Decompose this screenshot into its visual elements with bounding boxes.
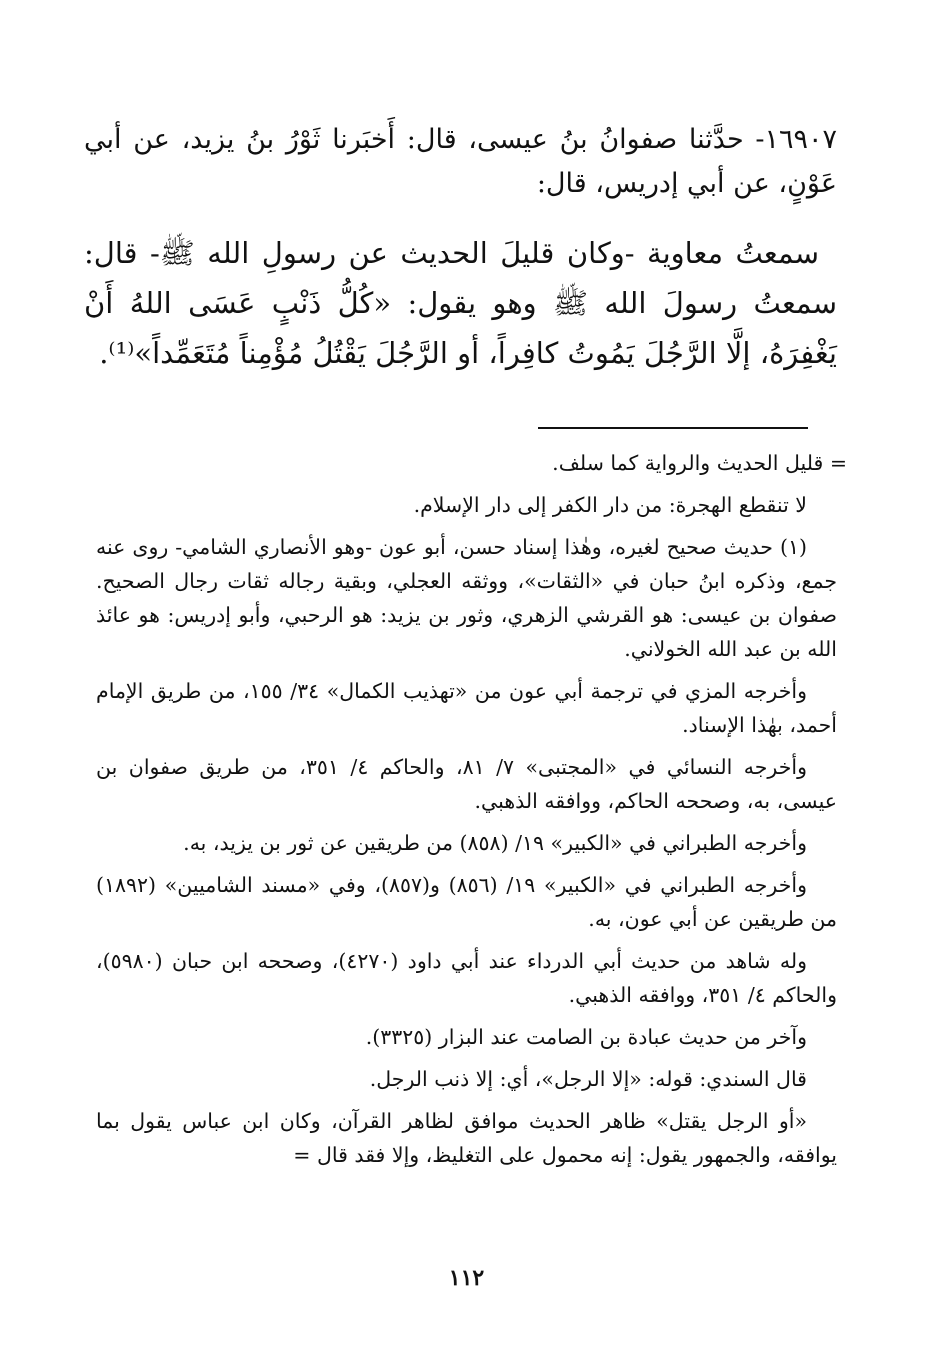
footnote-paragraph: «أو الرجل يقتل» ظاهر الحديث موافق لظاهر القرآن، وكان ابن عباس يقول بما يوافقه، والجمهور يقول: إنه محمول على التغليظ، وإلا فقد قال =	[96, 1109, 837, 1167]
footnote-paragraph: لا تنقطع الهجرة: من دار الكفر إلى دار الإسلام.	[413, 493, 807, 517]
footnote-paragraph: وله شاهد من حديث أبي الدرداء عند أبي داود (٤٢٧٠)، وصححه ابن حبان (٥٩٨٠)، والحاكم ٤/ ٣٥١، ووافقه الذهبي.	[96, 949, 837, 1007]
footnote-paragraph: وآخر من حديث عبادة بن الصامت عند البزار (٣٣٢٥).	[365, 1025, 807, 1049]
footnote-divider	[538, 427, 808, 429]
footnote-paragraph: وأخرجه الطبراني في «الكبير» ١٩/ (٨٥٨) من طريقين عن ثور بن يزيد، به.	[183, 831, 807, 855]
footnote-continuation: = قليل الحديث والرواية كما سلف.	[552, 451, 847, 475]
hadith-matn: سمعتُ معاوية -وكان قليلَ الحديث عن رسولِ الله ﷺ- قال: سمعتُ رسولَ الله ﷺ وهو يقول: «كُلُّ ذَنْبٍ عَسَى اللهُ أَنْ يَغْفِرَهُ، إلَّا الرَّجُلَ يَمُوتُ كافِراً، أو الرَّجُلَ يَقْتُلُ مُؤْمِناً مُتَعَمِّداً»⁽¹⁾.	[84, 236, 837, 370]
footnote-paragraph: وأخرجه المزي في ترجمة أبي عون من «تهذيب الكمال» ٣٤/ ١٥٥، من طريق الإمام أحمد، بهٰذا الإسناد.	[96, 679, 837, 737]
hadith-isnad: ١٦٩٠٧- حدَّثنا صفوانُ بنُ عيسى، قال: أَخبَرنا ثَوْرُ بنُ يزيد، عن أبي عَوْنٍ، عن أبي إدريس، قال:	[84, 124, 837, 199]
hadith-text	[84, 118, 837, 378]
page-number: ١١٢	[448, 1265, 485, 1291]
footnote-paragraph: وأخرجه الطبراني في «الكبير» ١٩/ (٨٥٦) و(٨٥٧)، وفي «مسند الشاميين» (١٨٩٢) من طريقين عن أبي عون، به.	[96, 873, 837, 931]
footnotes	[96, 446, 847, 1180]
footnote-paragraph: وأخرجه النسائي في «المجتبى» ٧/ ٨١، والحاكم ٤/ ٣٥١، من طريق صفوان بن عيسى، به، وصححه الحاكم، ووافقه الذهبي.	[96, 755, 837, 813]
footnote-paragraph: (١) حديث صحيح لغيره، وهٰذا إسناد حسن، أبو عون -وهو الأنصاري الشامي- روى عنه جمع، وذكره ابنُ حبان في «الثقات»، ووثقه العجلي، وبقية رجاله ثقات رجال الصحيح. صفوان بن عيسى: هو القرشي الزهري، وثور بن يزيد: هو الرحبي، وأبو إدريس: هو عائذ الله بن عبد الله الخولاني.	[96, 535, 837, 661]
footnote-paragraph: قال السندي: قوله: «إلا الرجل»، أي: إلا ذنب الرجل.	[369, 1067, 807, 1091]
